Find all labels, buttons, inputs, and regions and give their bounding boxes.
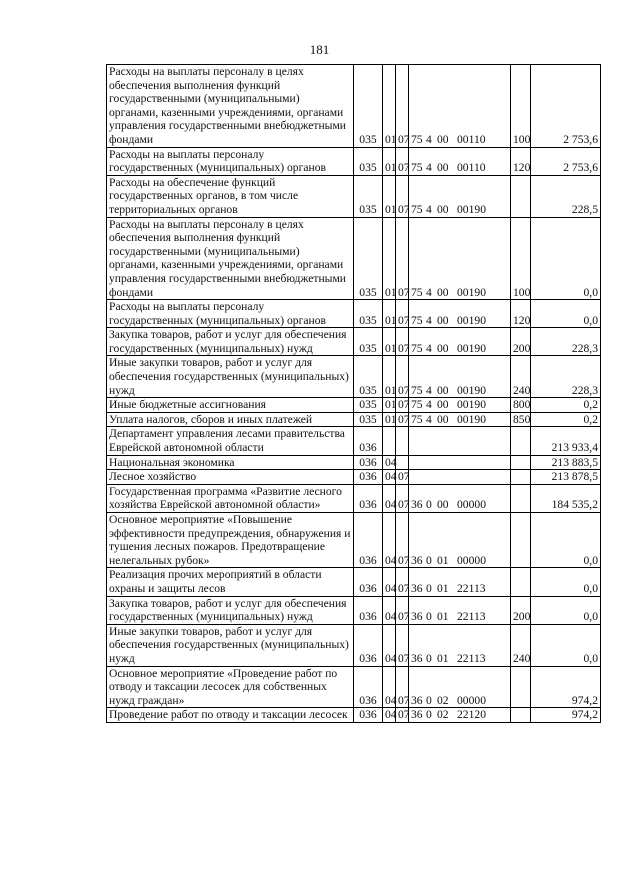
expense-name: Закупка товаров, работ и услуг для обеспечения государственных (муниципальных) нужд: [107, 596, 354, 624]
table-row: [107, 484, 601, 512]
expense-name: Национальная экономика: [107, 455, 354, 470]
ministry-code: 036: [354, 455, 383, 470]
target-article-part: 01: [437, 553, 449, 567]
table-row: [107, 427, 601, 455]
target-article-part: 75: [411, 202, 423, 216]
section-code: 01: [383, 398, 396, 413]
target-article-code: [409, 427, 511, 455]
expense-name: Расходы на выплаты персоналу в целях обеспечения выполнения функций государственными (муниципальными) органами, казенными учреждениями, органами управления государственными внебюджетными фондами: [107, 65, 354, 148]
target-article-part: 00190: [457, 313, 486, 327]
expense-type-code: [511, 513, 531, 568]
table-row: [107, 147, 601, 175]
expense-name: Иные бюджетные ассигнования: [107, 398, 354, 413]
section-code: 01: [383, 412, 396, 427]
target-article-part: 75: [411, 398, 423, 412]
ministry-code: 035: [354, 356, 383, 398]
expense-type-code: 240: [511, 356, 531, 398]
expense-name: Иные закупки товаров, работ и услуг для обеспечения государственных (муниципальных) нужд: [107, 356, 354, 398]
target-article-part: 4: [426, 313, 432, 327]
expense-type-code: [511, 175, 531, 217]
target-article-part: 36: [411, 581, 423, 595]
expense-type-code: 100: [511, 65, 531, 148]
subsection-code: 07: [396, 470, 409, 485]
section-code: 01: [383, 147, 396, 175]
target-article-part: 00: [437, 398, 449, 412]
table-row: [107, 300, 601, 328]
target-article-code: [409, 596, 511, 624]
table-row: [107, 624, 601, 666]
amount-value: 974,2: [531, 666, 601, 708]
amount-value: 213 883,5: [531, 455, 601, 470]
ministry-code: 036: [354, 513, 383, 568]
subsection-code: 07: [396, 513, 409, 568]
amount-value: 184 535,2: [531, 484, 601, 512]
table-row: [107, 398, 601, 413]
target-article-part: 0: [426, 708, 432, 722]
ministry-code: 036: [354, 484, 383, 512]
target-article-code: [409, 147, 511, 175]
target-article-part: 75: [411, 412, 423, 426]
amount-value: 228,5: [531, 175, 601, 217]
section-code: 04: [383, 455, 396, 470]
target-article-part: 00: [437, 285, 449, 299]
target-article-part: 36: [411, 693, 423, 707]
expense-type-code: 120: [511, 300, 531, 328]
expense-type-code: [511, 427, 531, 455]
target-article-part: 4: [426, 285, 432, 299]
target-article-part: 36: [411, 553, 423, 567]
subsection-code: 07: [396, 147, 409, 175]
subsection-code: 07: [396, 568, 409, 596]
section-code: 04: [383, 596, 396, 624]
target-article-part: 36: [411, 651, 423, 665]
target-article-code: [409, 470, 511, 485]
ministry-code: 035: [354, 65, 383, 148]
expense-type-code: [511, 666, 531, 708]
subsection-code: 07: [396, 412, 409, 427]
target-article-part: 0: [426, 553, 432, 567]
expense-name: Расходы на выплаты персоналу государственных (муниципальных) органов: [107, 147, 354, 175]
subsection-code: 07: [396, 666, 409, 708]
target-article-part: 00190: [457, 202, 486, 216]
target-article-part: 36: [411, 498, 423, 512]
amount-value: 228,3: [531, 356, 601, 398]
target-article-part: 00: [437, 412, 449, 426]
expense-name: Иные закупки товаров, работ и услуг для обеспечения государственных (муниципальных) нужд: [107, 624, 354, 666]
expense-type-code: [511, 708, 531, 723]
target-article-part: 00000: [457, 498, 486, 512]
target-article-code: [409, 412, 511, 427]
target-article-part: 75: [411, 285, 423, 299]
target-article-part: 00190: [457, 383, 486, 397]
expense-name: Государственная программа «Развитие лесного хозяйства Еврейской автономной области»: [107, 484, 354, 512]
target-article-part: 0: [426, 693, 432, 707]
target-article-part: 00000: [457, 553, 486, 567]
amount-value: 228,3: [531, 328, 601, 356]
target-article-part: 4: [426, 161, 432, 175]
target-article-part: 01: [437, 581, 449, 595]
amount-value: 0,0: [531, 513, 601, 568]
target-article-part: 75: [411, 313, 423, 327]
target-article-code: [409, 217, 511, 300]
amount-value: 0,2: [531, 398, 601, 413]
target-article-part: 22113: [457, 651, 486, 665]
section-code: 01: [383, 217, 396, 300]
target-article-part: 22113: [457, 610, 486, 624]
target-article-part: 0: [426, 498, 432, 512]
target-article-part: 00190: [457, 412, 486, 426]
ministry-code: 036: [354, 666, 383, 708]
ministry-code: 036: [354, 596, 383, 624]
expense-type-code: 200: [511, 328, 531, 356]
expense-type-code: 800: [511, 398, 531, 413]
target-article-part: 75: [411, 132, 423, 146]
target-article-part: 00000: [457, 693, 486, 707]
target-article-part: 4: [426, 412, 432, 426]
target-article-part: 00: [437, 341, 449, 355]
expense-type-code: [511, 568, 531, 596]
subsection-code: 07: [396, 65, 409, 148]
page-number: 181: [309, 42, 330, 57]
table-row: [107, 65, 601, 148]
section-code: 01: [383, 175, 396, 217]
target-article-part: 22120: [457, 708, 486, 722]
expense-type-code: 850: [511, 412, 531, 427]
target-article-part: 00: [437, 498, 449, 512]
section-code: 01: [383, 300, 396, 328]
expense-name: Лесное хозяйство: [107, 470, 354, 485]
expense-type-code: 100: [511, 217, 531, 300]
target-article-part: 02: [437, 708, 449, 722]
target-article-code: [409, 568, 511, 596]
subsection-code: 07: [396, 398, 409, 413]
section-code: 01: [383, 328, 396, 356]
expense-name: Основное мероприятие «Повышение эффективности предупреждения, обнаружения и тушения лесных пожаров. Предотвращение нелегальных рубок»: [107, 513, 354, 568]
table-row: [107, 470, 601, 485]
target-article-part: 00190: [457, 398, 486, 412]
target-article-part: 0: [426, 581, 432, 595]
table-row: [107, 217, 601, 300]
target-article-part: 4: [426, 398, 432, 412]
target-article-part: 0: [426, 610, 432, 624]
amount-value: 2 753,6: [531, 147, 601, 175]
ministry-code: 035: [354, 412, 383, 427]
amount-value: 0,0: [531, 624, 601, 666]
target-article-part: 75: [411, 383, 423, 397]
expense-type-code: [511, 455, 531, 470]
target-article-part: 00: [437, 161, 449, 175]
table-row: [107, 666, 601, 708]
target-article-code: [409, 328, 511, 356]
amount-value: 0,0: [531, 568, 601, 596]
expense-name: Расходы на выплаты персоналу государственных (муниципальных) органов: [107, 300, 354, 328]
target-article-part: 4: [426, 132, 432, 146]
amount-value: 213 933,4: [531, 427, 601, 455]
target-article-part: 00: [437, 313, 449, 327]
subsection-code: 07: [396, 484, 409, 512]
table-row: [107, 708, 601, 723]
subsection-code: 07: [396, 596, 409, 624]
target-article-code: [409, 513, 511, 568]
table-row: [107, 328, 601, 356]
target-article-code: [409, 300, 511, 328]
expense-name: Уплата налогов, сборов и иных платежей: [107, 412, 354, 427]
section-code: 04: [383, 624, 396, 666]
target-article-part: 75: [411, 341, 423, 355]
target-article-part: 00110: [457, 161, 486, 175]
ministry-code: 035: [354, 300, 383, 328]
target-article-part: 01: [437, 610, 449, 624]
amount-value: 0,2: [531, 412, 601, 427]
section-code: 04: [383, 568, 396, 596]
target-article-part: 01: [437, 651, 449, 665]
target-article-part: 00: [437, 202, 449, 216]
table-row: [107, 513, 601, 568]
section-code: 01: [383, 65, 396, 148]
expense-type-code: 240: [511, 624, 531, 666]
ministry-code: 036: [354, 568, 383, 596]
amount-value: 0,0: [531, 596, 601, 624]
subsection-code: 07: [396, 328, 409, 356]
target-article-code: [409, 666, 511, 708]
target-article-code: [409, 65, 511, 148]
ministry-code: 035: [354, 328, 383, 356]
target-article-code: [409, 708, 511, 723]
target-article-part: 00110: [457, 132, 486, 146]
amount-value: 2 753,6: [531, 65, 601, 148]
table-row: [107, 412, 601, 427]
target-article-code: [409, 455, 511, 470]
ministry-code: 036: [354, 470, 383, 485]
section-code: 04: [383, 484, 396, 512]
amount-value: 213 878,5: [531, 470, 601, 485]
target-article-part: 0: [426, 651, 432, 665]
expense-name: Расходы на выплаты персоналу в целях обеспечения выполнения функций государственными (муниципальными) органами, казенными учреждениями, органами управления государственными внебюджетными фондами: [107, 217, 354, 300]
target-article-code: [409, 624, 511, 666]
subsection-code: 07: [396, 300, 409, 328]
expense-type-code: 200: [511, 596, 531, 624]
section-code: 04: [383, 513, 396, 568]
expense-type-code: 120: [511, 147, 531, 175]
expense-type-code: [511, 484, 531, 512]
expense-name: Проведение работ по отводу и таксации лесосек: [107, 708, 354, 723]
target-article-part: 00190: [457, 341, 486, 355]
table-row: [107, 356, 601, 398]
subsection-code: 07: [396, 217, 409, 300]
target-article-part: 75: [411, 161, 423, 175]
expense-name: Департамент управления лесами правительства Еврейской автономной области: [107, 427, 354, 455]
section-code: [383, 427, 396, 455]
section-code: 04: [383, 470, 396, 485]
target-article-code: [409, 175, 511, 217]
subsection-code: 07: [396, 708, 409, 723]
section-code: 04: [383, 708, 396, 723]
subsection-code: 07: [396, 624, 409, 666]
ministry-code: 035: [354, 175, 383, 217]
subsection-code: 07: [396, 175, 409, 217]
ministry-code: 035: [354, 147, 383, 175]
amount-value: 974,2: [531, 708, 601, 723]
expense-name: Реализация прочих мероприятий в области охраны и защиты лесов: [107, 568, 354, 596]
target-article-part: 02: [437, 693, 449, 707]
ministry-code: 035: [354, 217, 383, 300]
ministry-code: 035: [354, 398, 383, 413]
table-row: [107, 455, 601, 470]
target-article-part: 00190: [457, 285, 486, 299]
expense-name: Закупка товаров, работ и услуг для обеспечения государственных (муниципальных) нужд: [107, 328, 354, 356]
expense-name: Расходы на обеспечение функций государственных органов, в том числе территориальных органов: [107, 175, 354, 217]
target-article-code: [409, 398, 511, 413]
table-row: [107, 568, 601, 596]
amount-value: 0,0: [531, 300, 601, 328]
ministry-code: 036: [354, 624, 383, 666]
target-article-part: 22113: [457, 581, 486, 595]
target-article-part: 36: [411, 708, 423, 722]
subsection-code: 07: [396, 356, 409, 398]
ministry-code: 036: [354, 427, 383, 455]
section-code: 01: [383, 356, 396, 398]
table-row: [107, 175, 601, 217]
target-article-part: 00: [437, 132, 449, 146]
expense-name: Основное мероприятие «Проведение работ по отводу и таксации лесосек для собственных нужд граждан»: [107, 666, 354, 708]
target-article-part: 36: [411, 610, 423, 624]
target-article-part: 4: [426, 383, 432, 397]
target-article-part: 4: [426, 341, 432, 355]
table-row: [107, 596, 601, 624]
expense-type-code: [511, 470, 531, 485]
budget-table: [106, 64, 601, 723]
ministry-code: 036: [354, 708, 383, 723]
target-article-code: [409, 484, 511, 512]
subsection-code: [396, 455, 409, 470]
target-article-code: [409, 356, 511, 398]
target-article-part: 4: [426, 202, 432, 216]
amount-value: 0,0: [531, 217, 601, 300]
target-article-part: 00: [437, 383, 449, 397]
section-code: 04: [383, 666, 396, 708]
subsection-code: [396, 427, 409, 455]
